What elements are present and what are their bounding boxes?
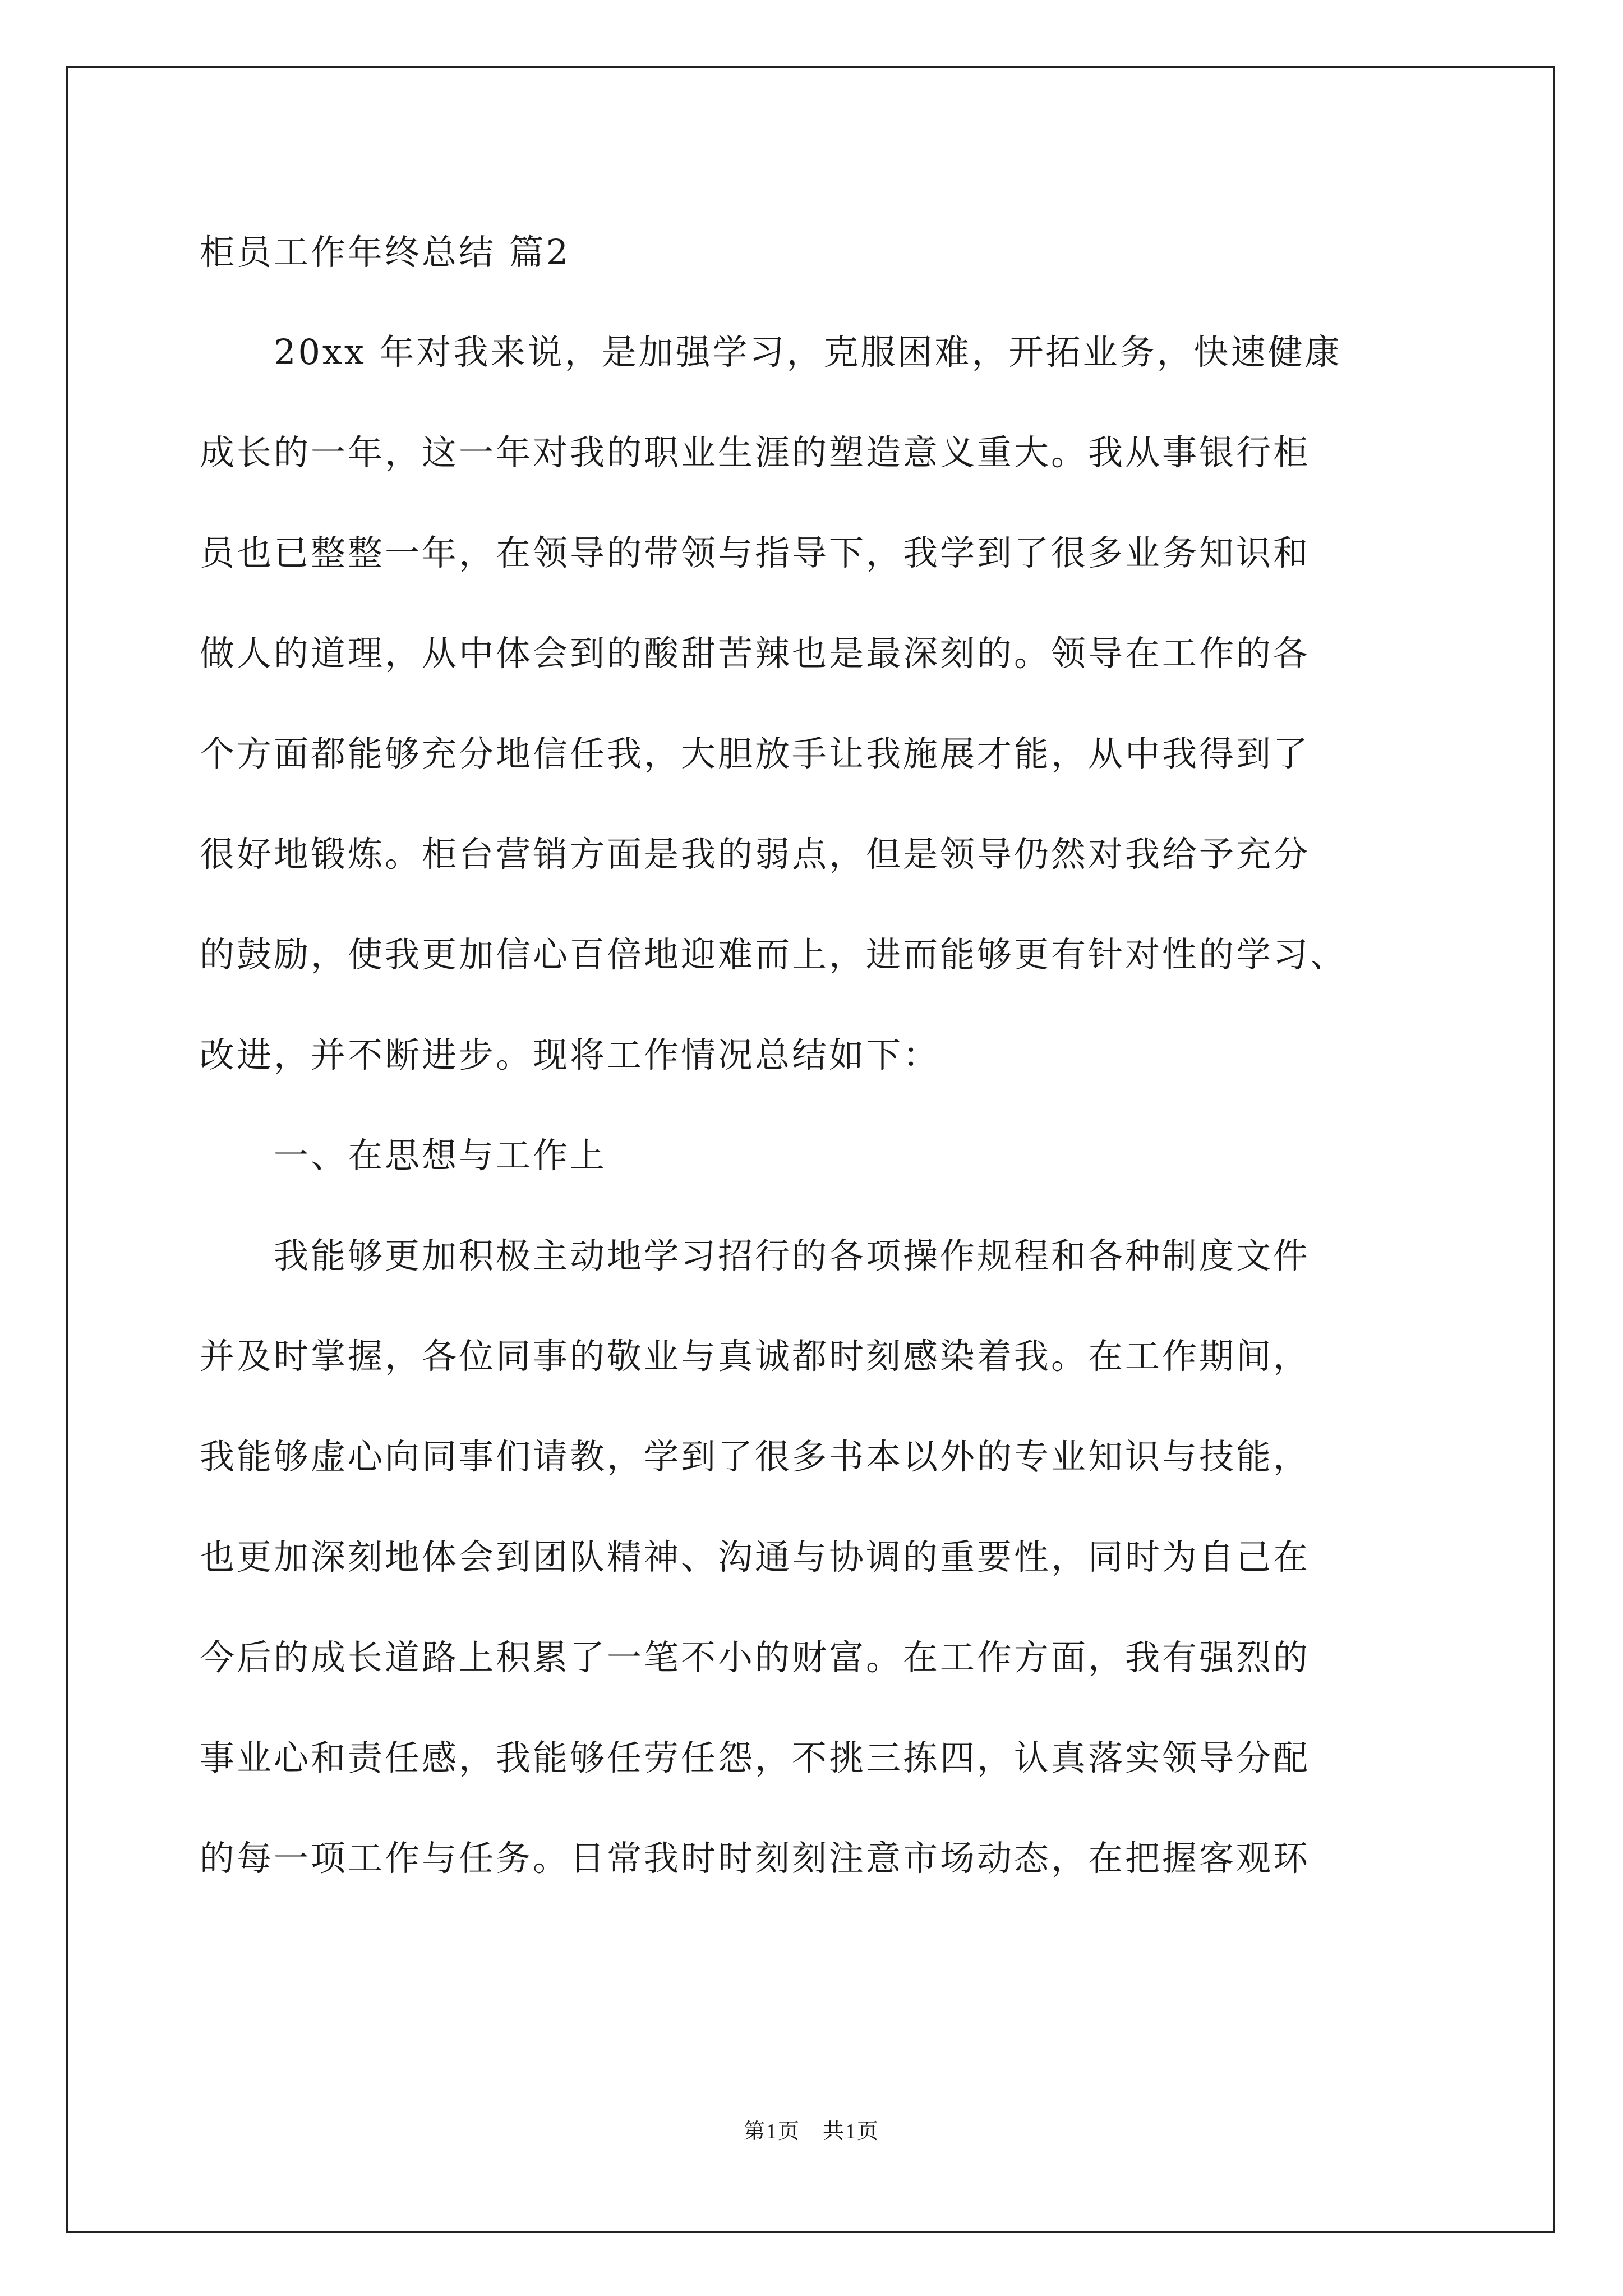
body-line: 员也已整整一年，在领导的带领与指导下，我学到了很多业务知识和: [200, 532, 1311, 573]
body-line: 成长的一年，这一年对我的职业生涯的塑造意义重大。我从事银行柜: [200, 432, 1311, 473]
body-line: 我能够虚心向同事们请教，学到了很多书本以外的专业知识与技能，: [200, 1436, 1311, 1477]
body-line: 今后的成长道路上积累了一笔不小的财富。在工作方面，我有强烈的: [200, 1637, 1311, 1678]
body-line: 我能够更加积极主动地学习招行的各项操作规程和各种制度文件: [200, 1235, 1311, 1276]
page-footer: 第1页 共1页: [743, 2120, 879, 2143]
body-line: 改进，并不断进步。现将工作情况总结如下：: [200, 1034, 940, 1075]
body-line: 事业心和责任感，我能够任劳任怨，不挑三拣四，认真落实领导分配: [200, 1737, 1311, 1778]
body-line: 也更加深刻地体会到团队精神、沟通与协调的重要性，同时为自己在: [200, 1536, 1311, 1577]
body-line: 个方面都能够充分地信任我，大胆放手让我施展才能，从中我得到了: [200, 733, 1311, 774]
document-title: 柜员工作年终总结 篇2: [200, 232, 571, 273]
body-line: 的每一项工作与任务。日常我时时刻刻注意市场动态，在把握客观环: [200, 1838, 1311, 1879]
body-line: 并及时掌握，各位同事的敬业与真诚都时刻感染着我。在工作期间，: [200, 1336, 1311, 1377]
body-line: 20xx 年对我来说，是加强学习，克服困难，开拓业务，快速健康: [200, 332, 1342, 372]
section-heading: 一、在思想与工作上: [200, 1135, 607, 1176]
body-line: 做人的道理，从中体会到的酸甜苦辣也是最深刻的。领导在工作的各: [200, 633, 1311, 674]
body-line: 的鼓励，使我更加信心百倍地迎难而上，进而能够更有针对性的学习、: [200, 934, 1348, 975]
body-line: 很好地锻炼。柜台营销方面是我的弱点，但是领导仍然对我给予充分: [200, 834, 1311, 875]
